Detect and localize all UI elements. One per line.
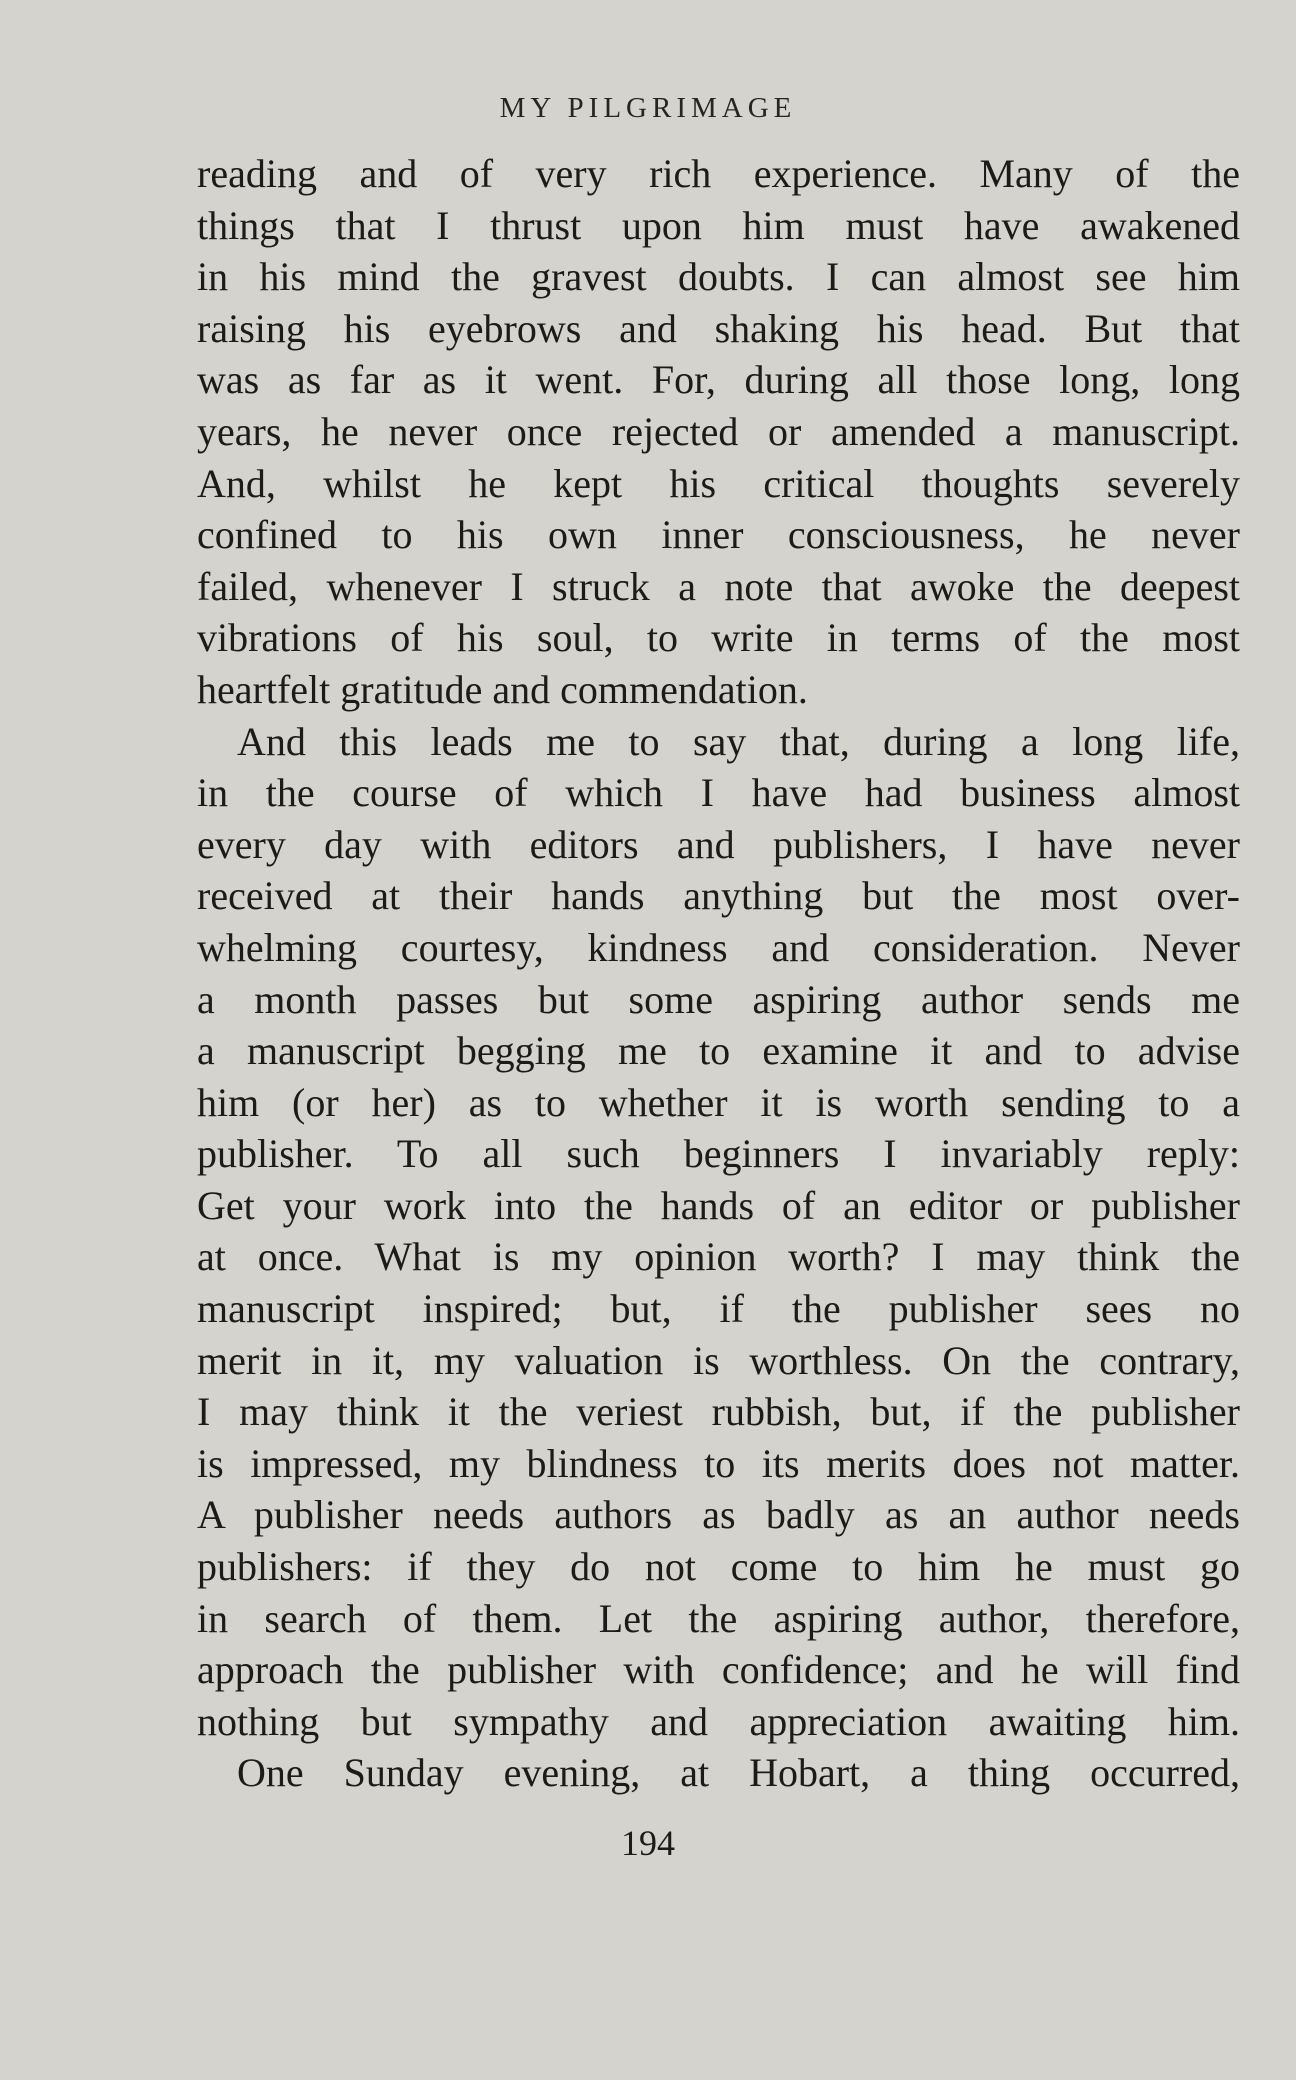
text-line: reading and of very rich experience. Many of the: [197, 151, 1240, 196]
paragraph-start-line: And this leads me to say that, during a long life,: [237, 718, 1240, 764]
text-line: vibrations of his soul, to write in terms of the most: [197, 615, 1240, 661]
text-line: in his mind the gravest doubts. I can almost see him: [197, 254, 1240, 300]
body-text: [197, 148, 1240, 1799]
text-line: things that I thrust upon him must have awakened: [197, 202, 1240, 248]
text-line: a month passes but some aspiring author sends me: [197, 976, 1240, 1022]
text-line: him (or her) as to whether it is worth sending to a: [197, 1079, 1240, 1125]
text-line: at once. What is my opinion worth? I may think the: [197, 1234, 1240, 1280]
text-line: failed, whenever I struck a note that awoke the deepest: [197, 563, 1240, 609]
text-line: every day with editors and publishers, I have never: [197, 821, 1240, 867]
text-line: in search of them. Let the aspiring author, therefore,: [197, 1595, 1240, 1641]
text-line: I may think it the veriest rubbish, but, if the publisher: [197, 1389, 1240, 1435]
text-line: publisher. To all such beginners I invariably reply:: [197, 1131, 1240, 1177]
text-line: years, he never once rejected or amended a manuscript.: [197, 408, 1240, 454]
text-line: a manuscript begging me to examine it and to advise: [197, 1028, 1240, 1074]
text-line: is impressed, my blindness to its merits does not matter.: [197, 1440, 1240, 1486]
running-head: MY PILGRIMAGE: [499, 92, 797, 124]
text-line: merit in it, my valuation is worthless. On the contrary,: [197, 1337, 1240, 1383]
text-line: manuscript inspired; but, if the publisher sees no: [197, 1286, 1240, 1332]
text-line: received at their hands anything but the most over-: [197, 873, 1240, 919]
text-line: in the course of which I have had business almost: [197, 770, 1240, 816]
paragraph-start-line: One Sunday evening, at Hobart, a thing occurred,: [237, 1750, 1240, 1796]
text-line: A publisher needs authors as badly as an author needs: [197, 1492, 1240, 1538]
text-line: whelming courtesy, kindness and consideration. Never: [197, 924, 1240, 970]
text-line: confined to his own inner consciousness, he never: [197, 512, 1240, 558]
text-line: approach the publisher with confidence; and he will find: [197, 1647, 1240, 1693]
text-line: raising his eyebrows and shaking his head. But that: [197, 305, 1240, 351]
text-line: heartfelt gratitude and commendation.: [197, 666, 808, 712]
text-line: nothing but sympathy and appreciation awaiting him.: [197, 1698, 1240, 1744]
text-line: was as far as it went. For, during all those long, long: [197, 357, 1240, 403]
page-number: 194: [621, 1823, 675, 1863]
text-line: publishers: if they do not come to him he must go: [197, 1544, 1240, 1590]
text-line: And, whilst he kept his critical thoughts severely: [197, 460, 1240, 506]
text-line: Get your work into the hands of an editor or publisher: [197, 1182, 1240, 1228]
